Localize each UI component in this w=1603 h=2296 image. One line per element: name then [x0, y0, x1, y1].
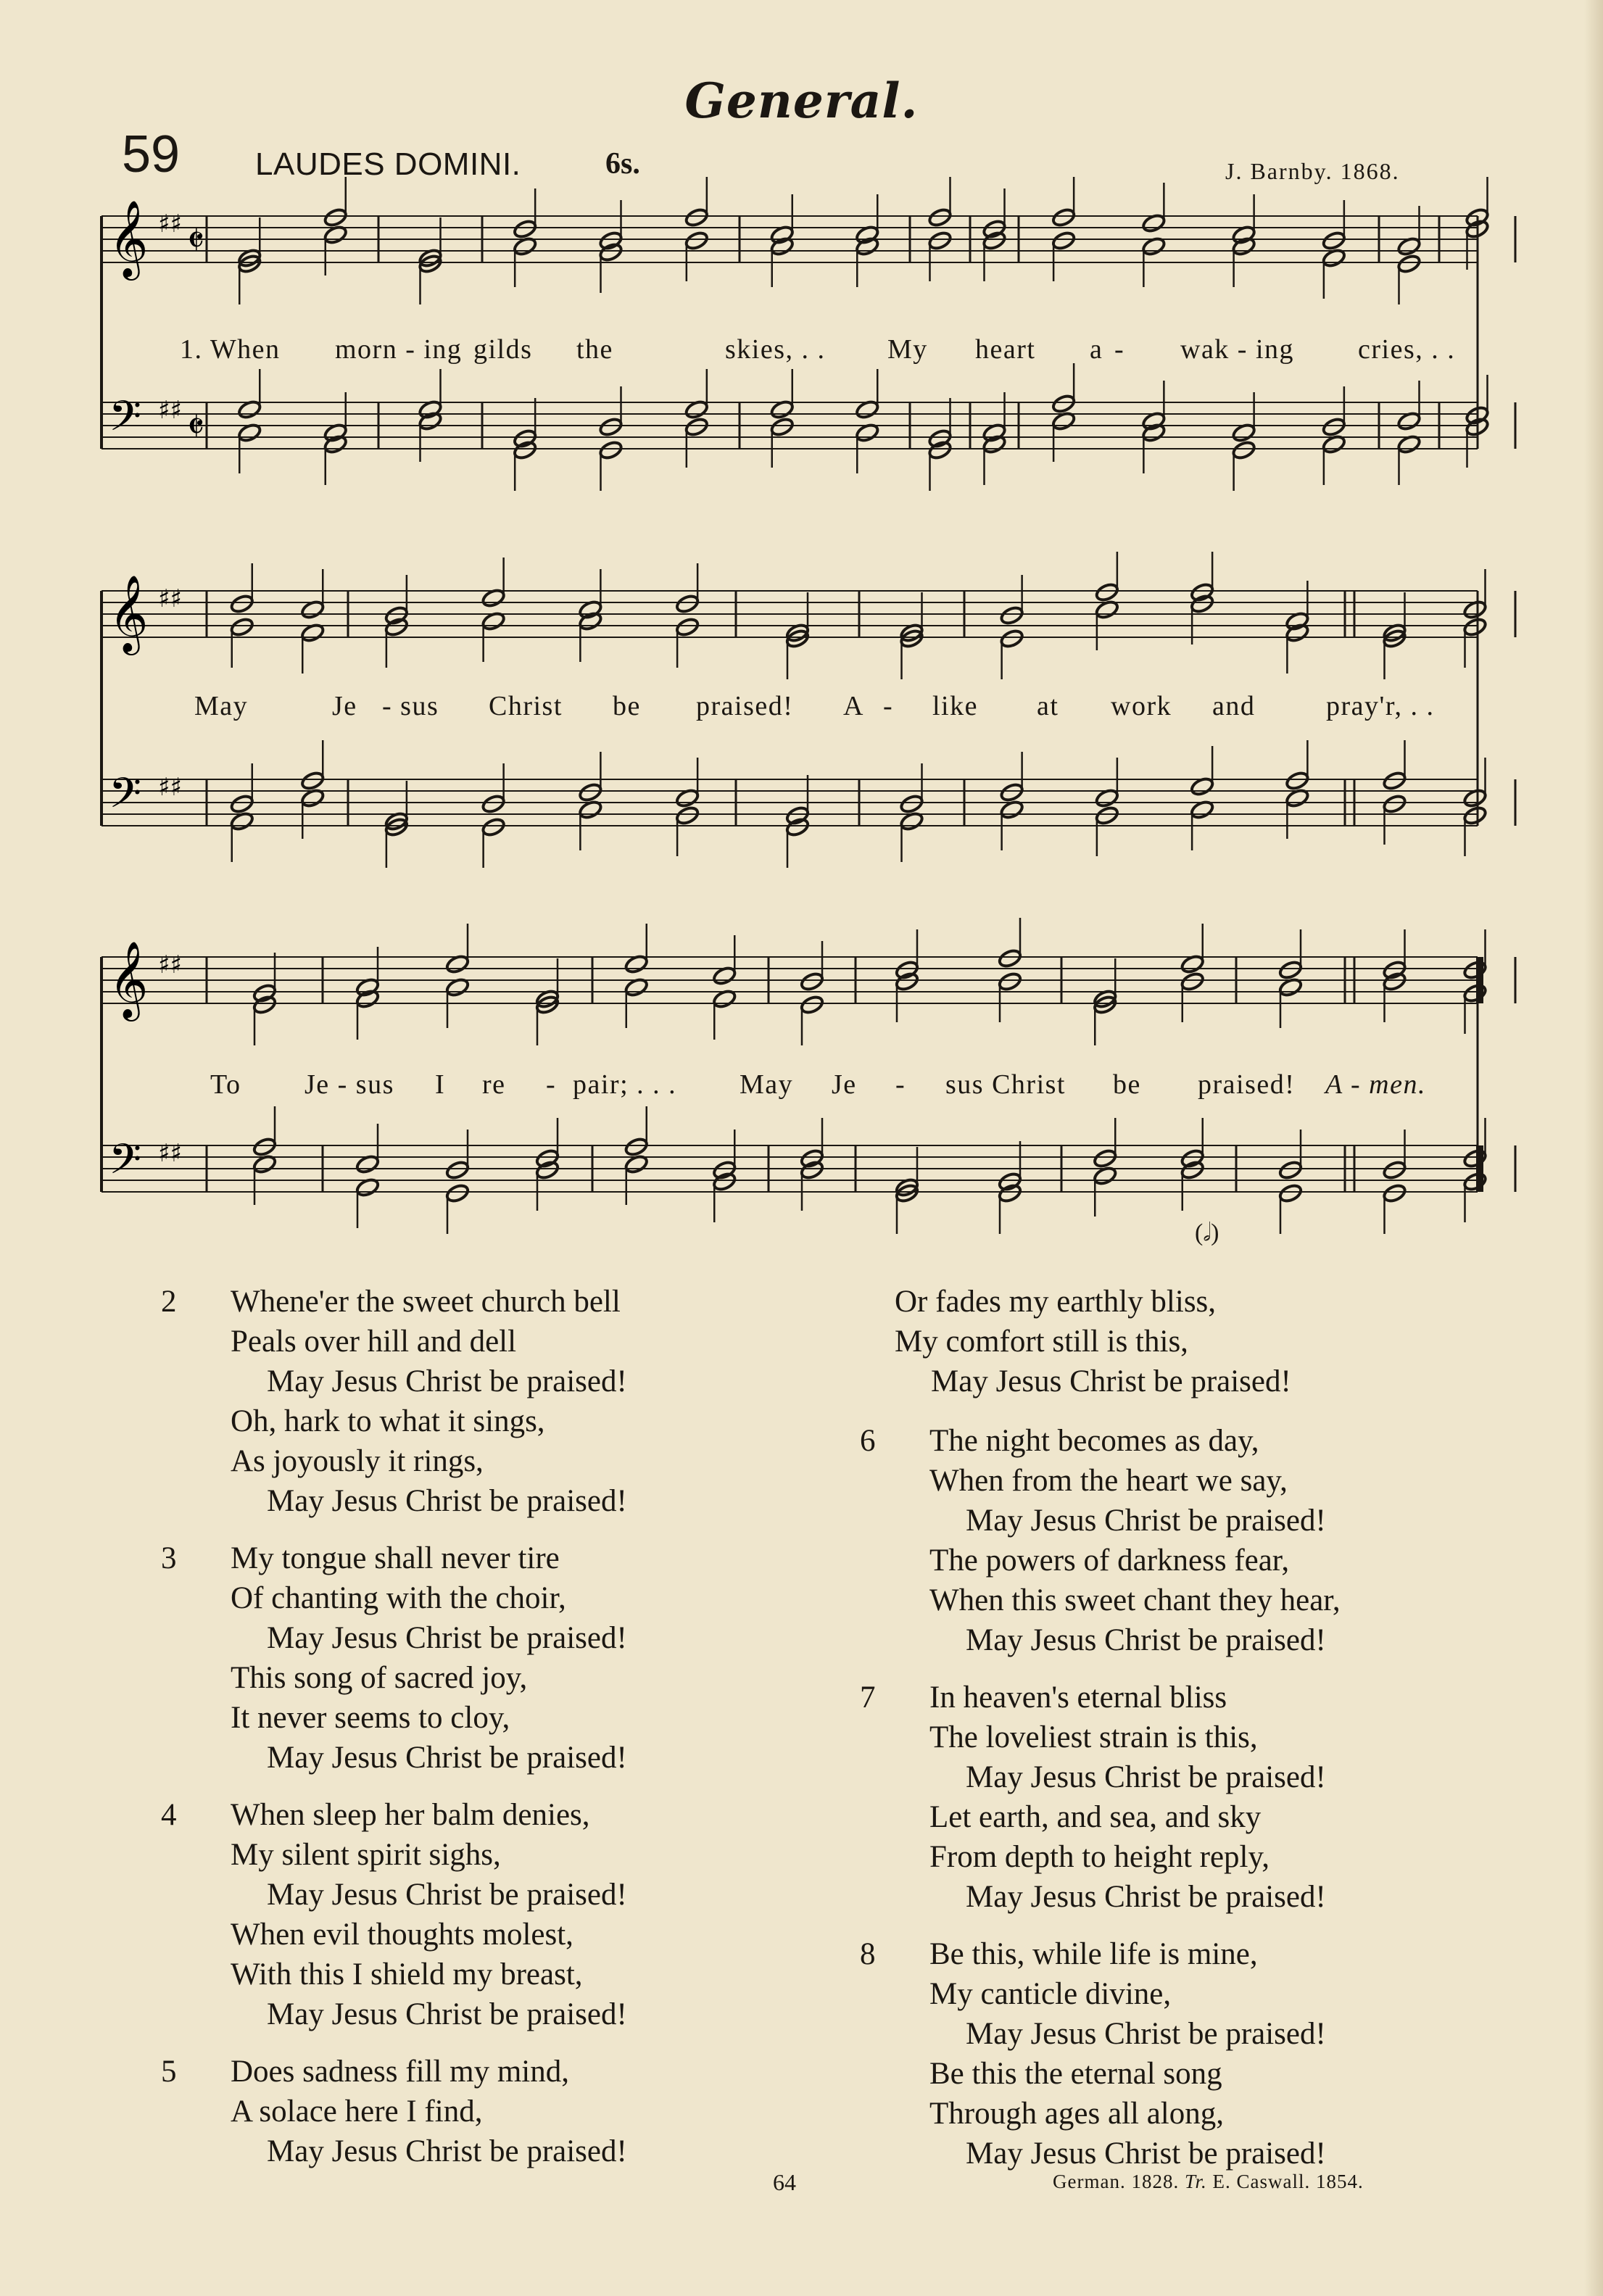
verse-line: Let earth, and sea, and sky [929, 1800, 1262, 1834]
verse-line: Peals over hill and dell [231, 1325, 517, 1359]
bass-clef: 𝄢 [109, 391, 142, 451]
verse-number: 8 [860, 1937, 876, 1971]
lyric-syllable: sus Christ [945, 1069, 1066, 1100]
note-head [927, 231, 953, 252]
lyric-syllable: skies, . . [725, 334, 826, 365]
verse-line: When sleep her balm denies, [231, 1798, 590, 1832]
verse-line: In heaven's eternal bliss [929, 1680, 1227, 1715]
verse-line: Be this, while life is mine, [929, 1937, 1258, 1971]
verse-line: My canticle divine, [929, 1977, 1172, 2011]
note-head [999, 782, 1024, 803]
lyric-syllable: be [613, 691, 641, 721]
refrain-line: May Jesus Christ be praised! [267, 1621, 627, 1655]
note-head [927, 207, 953, 228]
verse-line: With this I shield my breast, [231, 1957, 583, 1992]
note-head [1462, 960, 1488, 981]
note-head [998, 948, 1023, 969]
verse-number: 5 [161, 2055, 177, 2089]
note-head [1462, 617, 1488, 638]
note-head [1051, 394, 1077, 415]
verse [161, 1795, 627, 2034]
verse-number: 6 [860, 1424, 876, 1458]
note-head [999, 605, 1024, 626]
hymn-number: 59 [122, 125, 181, 183]
verse-line: Through ages all along, [929, 2097, 1225, 2131]
note-head [229, 794, 254, 815]
verse-number: 2 [161, 1285, 177, 1319]
note-head [1382, 771, 1407, 792]
key-signature: ♯♯ [158, 210, 182, 239]
lyric-syllable: pray'r, . . [1326, 691, 1435, 721]
refrain-line: May Jesus Christ be praised! [267, 1878, 627, 1912]
verse-line: When from the heart we say, [929, 1464, 1288, 1498]
verse-line: Be this the eternal song [929, 2057, 1222, 2091]
note-head [1396, 254, 1422, 275]
verse-line: This song of sacred joy, [231, 1661, 528, 1695]
refrain-line: May Jesus Christ be praised! [966, 1504, 1326, 1538]
note-head [684, 231, 709, 252]
lyric-syllable: the [576, 334, 613, 365]
refrain-line: May Jesus Christ be praised! [966, 1760, 1326, 1794]
refrain-line: May Jesus Christ be praised! [966, 1880, 1326, 1914]
lyric-syllable: praised! [696, 691, 794, 721]
verse [161, 2052, 627, 2171]
lyric-syllable: Je [832, 1069, 857, 1100]
note-head [323, 207, 348, 228]
composer-credit: J. Barnby. 1868. [1225, 158, 1400, 184]
verse-line: My tongue shall never tire [231, 1541, 560, 1575]
time-signature: 𝄵 [187, 404, 205, 449]
note-head [481, 817, 506, 838]
note-head [998, 971, 1023, 992]
lyric-syllable: morn - ing [335, 334, 463, 365]
lyric-syllable: work [1111, 691, 1172, 721]
verse-line: Oh, hark to what it sings, [231, 1404, 545, 1438]
verse-line: The night becomes as day, [929, 1424, 1259, 1458]
note-head [1462, 1172, 1488, 1193]
lyric-syllable: My [887, 334, 928, 365]
lyric-syllable: - [546, 1069, 557, 1100]
verse [161, 1282, 627, 1521]
lyric-syllable: May [740, 1069, 794, 1100]
lyric-syllable: Je [332, 691, 357, 721]
note-head [800, 995, 825, 1016]
lyric-syllable: like [932, 691, 978, 721]
lyric-syllable: praised! [1198, 1069, 1296, 1100]
note-head [1094, 805, 1119, 826]
note-head [1051, 231, 1077, 252]
note-head [684, 207, 709, 228]
refrain-line: May Jesus Christ be praised! [267, 1997, 627, 2031]
refrain-line: May Jesus Christ be praised! [267, 1484, 627, 1518]
lyric-syllable: A [843, 691, 864, 721]
refrain-line: May Jesus Christ be praised! [966, 1623, 1326, 1657]
note-head [513, 219, 538, 240]
verse-line: When evil thoughts molest, [231, 1918, 573, 1952]
lyric-syllable: at [1037, 691, 1059, 721]
note-head [1382, 794, 1407, 815]
verse-line: Or fades my earthly bliss, [895, 1285, 1217, 1319]
lyric-syllable: be [1113, 1069, 1141, 1100]
refrain-line: May Jesus Christ be praised! [931, 1364, 1291, 1398]
verse-line: It never seems to cloy, [231, 1701, 510, 1735]
note-head [1382, 1183, 1407, 1204]
lyric-syllable: and [1212, 691, 1256, 721]
lyric-syllable: - [895, 1069, 906, 1100]
note-head [899, 794, 924, 815]
verse [860, 1421, 1341, 1660]
verse-line: Does sadness fill my mind, [231, 2055, 569, 2089]
verse-line: Of chanting with the choir, [231, 1581, 566, 1615]
key-signature: ♯♯ [158, 584, 182, 613]
note-head [481, 794, 506, 815]
note-head [1382, 1160, 1407, 1181]
lyric-syllable: - [883, 691, 894, 721]
treble-clef: 𝄞 [109, 199, 149, 277]
bass-clef: 𝄢 [109, 768, 142, 828]
note-head [1094, 582, 1119, 603]
verse-line: From depth to height reply, [929, 1840, 1269, 1874]
lyric-syllable: cries, . . [1358, 334, 1456, 365]
refrain-line: May Jesus Christ be praised! [267, 2134, 627, 2168]
page-number: 64 [773, 2169, 796, 2195]
lyric-syllable: re [482, 1069, 506, 1100]
note-head [675, 594, 700, 615]
verse-number: 7 [860, 1680, 876, 1715]
attribution-tr: Tr. [1184, 2171, 1207, 2192]
note-head [445, 1183, 471, 1204]
note-head [1321, 417, 1346, 438]
note-head [769, 417, 795, 438]
lyric-syllable: - sus [382, 691, 439, 721]
verse [860, 1934, 1326, 2173]
lyric-syllable: pair; . . . [573, 1069, 677, 1100]
note-head [1278, 1160, 1304, 1181]
verse-number: 4 [161, 1798, 177, 1832]
verse [860, 1678, 1326, 1917]
lyric-syllable: To [210, 1069, 241, 1100]
verse-line: My comfort still is this, [895, 1325, 1188, 1359]
verse [860, 1282, 1291, 1401]
section-title: General. [684, 72, 919, 129]
note-head [1462, 805, 1488, 826]
note-head [1462, 983, 1488, 1004]
key-signature: ♯♯ [158, 950, 182, 979]
note-head [684, 417, 709, 438]
note-head [999, 629, 1024, 650]
lyric-syllable: a [1090, 334, 1103, 365]
verse-number: 3 [161, 1541, 177, 1575]
lyric-syllable: Je - sus [305, 1069, 394, 1100]
lyric-syllable: A - men. [1325, 1069, 1426, 1100]
note-head [675, 805, 700, 826]
note-head [598, 417, 624, 438]
meter: 6s. [605, 147, 640, 181]
lyric-syllable: May [194, 691, 249, 721]
refrain-line: May Jesus Christ be praised! [267, 1364, 627, 1398]
time-signature: 𝄵 [187, 217, 205, 263]
note-head [229, 617, 254, 638]
attribution-source: German. 1828. [1053, 2171, 1180, 2192]
note-head [800, 971, 825, 992]
bass-optional-note-mark: (𝅗𝅥) [1195, 1219, 1219, 1246]
refrain-line: May Jesus Christ be praised! [267, 1741, 627, 1775]
note-head [624, 1137, 649, 1158]
lyric-syllable: 1. When [180, 334, 281, 365]
key-signature: ♯♯ [158, 1139, 182, 1168]
verse-line: A solace here I find, [231, 2094, 483, 2129]
lyric-syllable: gilds [473, 334, 533, 365]
note-head [1321, 231, 1346, 252]
lyric-syllable: Christ [489, 691, 563, 721]
note-head [1093, 1148, 1118, 1169]
note-head [1231, 440, 1256, 461]
note-head [598, 440, 624, 461]
refrain-line: May Jesus Christ be praised! [966, 2017, 1326, 2051]
refrain-line: May Jesus Christ be praised! [966, 2137, 1326, 2171]
note-head [252, 1137, 278, 1158]
key-signature: ♯♯ [158, 773, 182, 802]
note-head [1180, 971, 1205, 992]
note-head [300, 771, 326, 792]
verse-line: The loveliest strain is this, [929, 1720, 1258, 1754]
lyric-syllable: wak - ing [1180, 334, 1295, 365]
attribution-translator: E. Caswall. 1854. [1212, 2171, 1364, 2192]
note-head [445, 1160, 471, 1181]
tune-name: LAUDES DOMINI. [255, 146, 521, 182]
bass-clef: 𝄢 [109, 1135, 142, 1194]
verse-line: When this sweet chant they hear, [929, 1583, 1341, 1617]
note-head [229, 594, 254, 615]
note-head [675, 617, 700, 638]
key-signature: ♯♯ [158, 396, 182, 425]
verse-line: Whene'er the sweet church bell [231, 1285, 621, 1319]
verse-line: As joyously it rings, [231, 1444, 484, 1478]
note-head [1278, 1183, 1304, 1204]
lyric-syllable: heart [975, 334, 1036, 365]
lyric-syllable: I [435, 1069, 446, 1100]
note-head [1051, 207, 1077, 228]
note-head [1278, 960, 1304, 981]
treble-clef: 𝄞 [109, 940, 149, 1018]
treble-clef: 𝄞 [109, 574, 149, 652]
note-head [578, 782, 603, 803]
note-head [1285, 771, 1310, 792]
note-head [1462, 1148, 1488, 1169]
verse-line: The powers of darkness fear, [929, 1543, 1290, 1578]
lyric-syllable: - [1114, 334, 1125, 365]
verse-line: My silent spirit sighs, [231, 1838, 501, 1872]
text-attribution [1053, 2171, 1364, 2193]
verse [161, 1538, 627, 1778]
